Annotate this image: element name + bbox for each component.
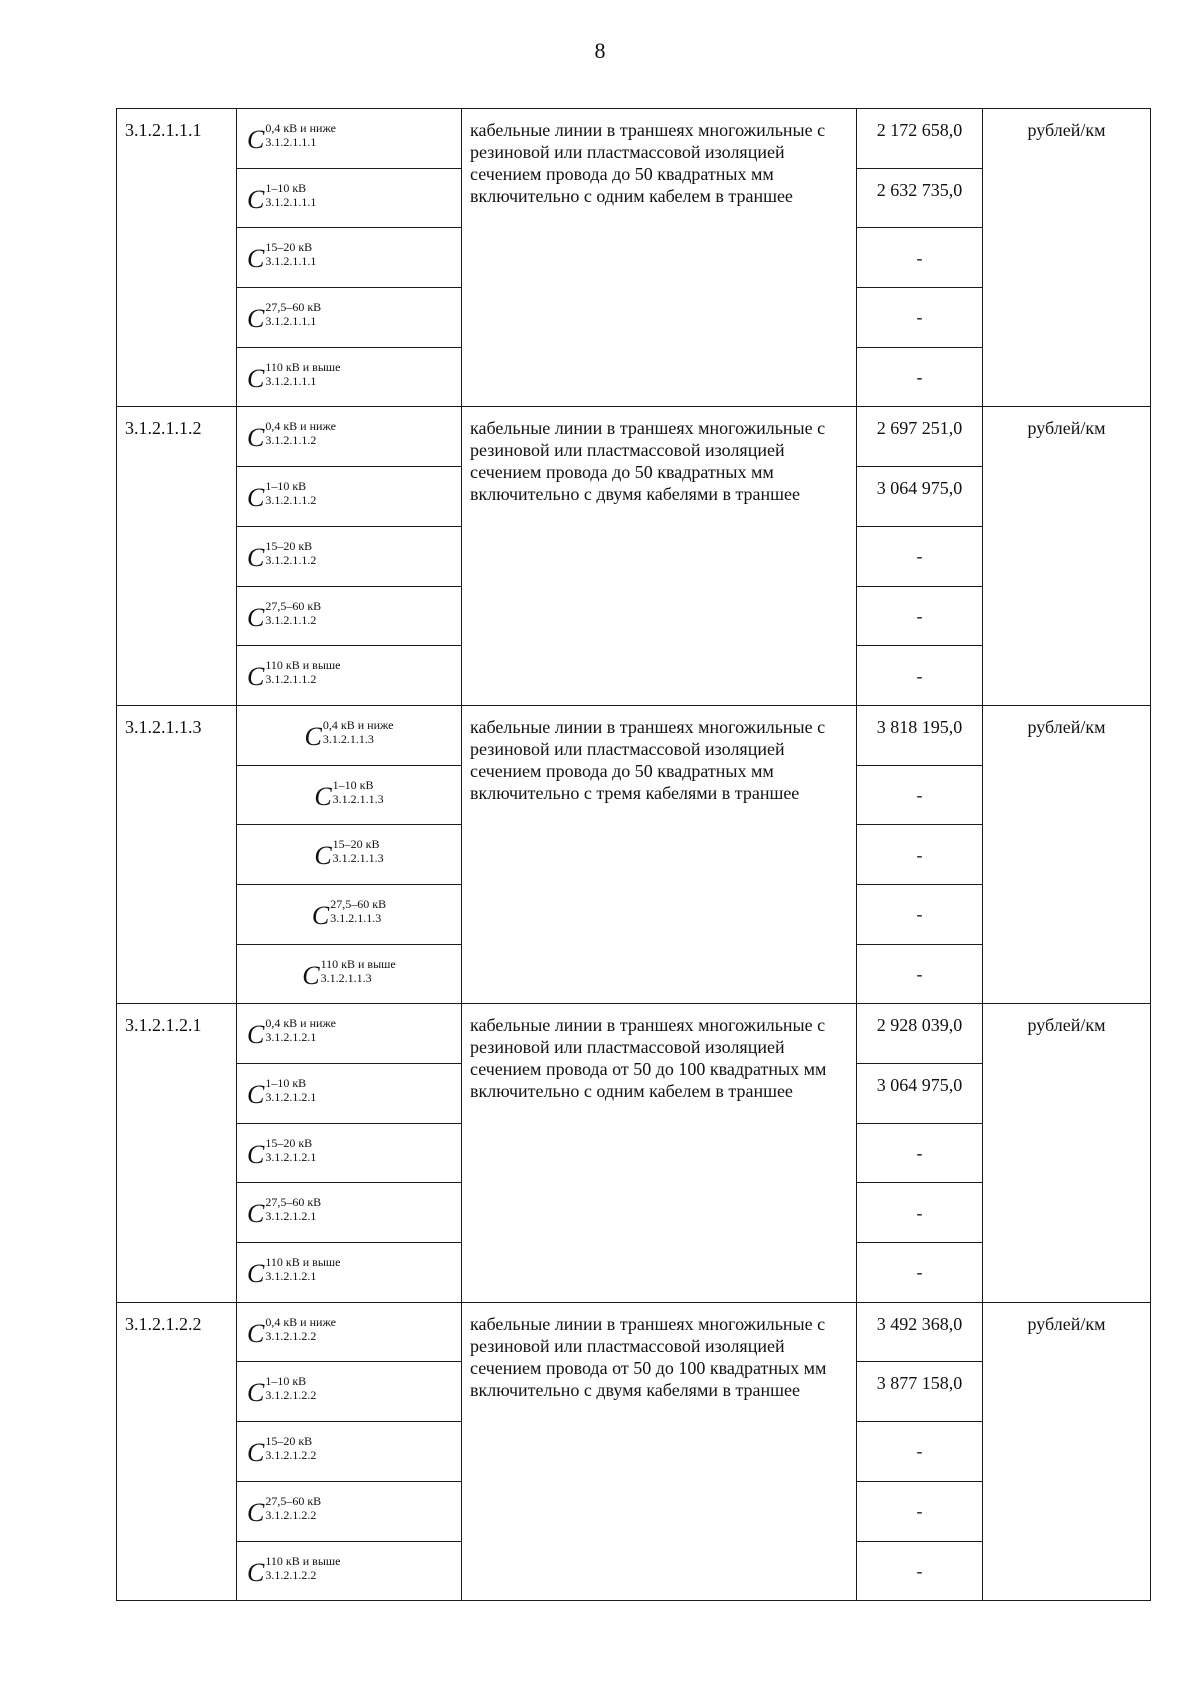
tariff-symbol bbox=[247, 1434, 316, 1466]
item-code-subscript: 3.1.2.1.1.2 bbox=[265, 552, 317, 567]
rate-value: - bbox=[857, 1243, 983, 1303]
item-code-subscript: 3.1.2.1.2.1 bbox=[265, 1269, 317, 1284]
tariff-symbol bbox=[247, 479, 316, 511]
item-code-subscript: 3.1.2.1.1.3 bbox=[322, 731, 374, 746]
tariff-symbol bbox=[247, 300, 321, 332]
tariff-symbol-cell bbox=[237, 526, 462, 586]
tariff-symbol-cell bbox=[237, 1362, 462, 1422]
rate-value: 3 818 195,0 bbox=[857, 705, 983, 765]
voltage-level-superscript: 0,4 кВ и ниже bbox=[265, 419, 336, 434]
tariff-symbol-cell bbox=[237, 1302, 462, 1362]
rate-value: 2 172 658,0 bbox=[857, 109, 983, 169]
rate-value: - bbox=[857, 228, 983, 288]
symbol-letter: C bbox=[247, 423, 265, 453]
symbol-letter: C bbox=[247, 244, 265, 274]
rate-value: - bbox=[857, 288, 983, 348]
voltage-level-superscript: 27,5–60 кВ bbox=[265, 598, 322, 613]
tariff-symbol-cell bbox=[237, 586, 462, 646]
symbol-letter: C bbox=[247, 662, 265, 692]
rate-value: - bbox=[857, 825, 983, 885]
tariff-symbol-cell bbox=[237, 944, 462, 1004]
rate-value: - bbox=[857, 586, 983, 646]
rate-value: 2 632 735,0 bbox=[857, 168, 983, 228]
tariff-symbol bbox=[314, 837, 383, 869]
symbol-letter: C bbox=[247, 1199, 265, 1229]
item-code-subscript: 3.1.2.1.2.2 bbox=[265, 1388, 317, 1403]
table-row bbox=[117, 109, 1151, 169]
symbol-letter: C bbox=[302, 960, 320, 990]
symbol-letter: C bbox=[247, 1020, 265, 1050]
rate-value: - bbox=[857, 884, 983, 944]
tariff-table bbox=[116, 108, 1151, 1601]
item-description: кабельные линии в траншеях многожильные с резиновой или пластмассовой изоляцией сечением провода до 50 квадратных мм включительно с двумя кабелями в траншее bbox=[462, 407, 857, 705]
voltage-level-superscript: 15–20 кВ bbox=[332, 837, 380, 852]
symbol-letter: C bbox=[247, 184, 265, 214]
item-code-subscript: 3.1.2.1.1.1 bbox=[265, 135, 317, 149]
rate-value: - bbox=[857, 1183, 983, 1243]
symbol-letter: C bbox=[247, 1557, 265, 1587]
item-code-subscript: 3.1.2.1.1.2 bbox=[265, 493, 317, 508]
item-code-subscript: 3.1.2.1.2.2 bbox=[265, 1328, 317, 1343]
rate-value: 2 928 039,0 bbox=[857, 1004, 983, 1064]
voltage-level-superscript: 110 кВ и выше bbox=[320, 956, 396, 971]
item-description: кабельные линии в траншеях многожильные с резиновой или пластмассовой изоляцией сечением провода от 50 до 100 квадратных мм включительно с одним кабелем в траншее bbox=[462, 1004, 857, 1302]
voltage-level-superscript: 1–10 кВ bbox=[265, 1076, 307, 1090]
symbol-letter: C bbox=[311, 900, 330, 930]
voltage-level-superscript: 1–10 кВ bbox=[265, 180, 307, 195]
tariff-symbol bbox=[247, 360, 340, 392]
voltage-level-superscript: 0,4 кВ и ниже bbox=[265, 121, 336, 135]
item-code-subscript: 3.1.2.1.1.3 bbox=[332, 851, 384, 866]
item-code-subscript: 3.1.2.1.2.1 bbox=[265, 1149, 317, 1164]
item-code: 3.1.2.1.1.3 bbox=[117, 705, 237, 1003]
rate-value: 3 492 368,0 bbox=[857, 1302, 983, 1362]
symbol-letter: C bbox=[314, 781, 332, 811]
item-code: 3.1.2.1.1.1 bbox=[117, 109, 237, 407]
item-code: 3.1.2.1.2.2 bbox=[117, 1302, 237, 1600]
item-code-subscript: 3.1.2.1.1.1 bbox=[265, 373, 317, 388]
rate-value: - bbox=[857, 1422, 983, 1482]
item-code-subscript: 3.1.2.1.2.2 bbox=[265, 1507, 317, 1522]
unit-of-measure: рублей/км bbox=[983, 1004, 1151, 1302]
symbol-letter: C bbox=[247, 542, 265, 572]
voltage-level-superscript: 27,5–60 кВ bbox=[265, 1493, 322, 1508]
rate-value: 2 697 251,0 bbox=[857, 407, 983, 467]
rate-value: 3 064 975,0 bbox=[857, 467, 983, 527]
tariff-symbol bbox=[302, 957, 395, 989]
symbol-letter: C bbox=[247, 304, 265, 334]
rate-value: - bbox=[857, 1541, 983, 1601]
tariff-symbol bbox=[247, 1195, 321, 1227]
table-row bbox=[117, 1302, 1151, 1362]
tariff-symbol bbox=[247, 658, 340, 690]
tariff-symbol-cell bbox=[237, 407, 462, 467]
tariff-symbol-cell bbox=[237, 646, 462, 706]
tariff-symbol-cell bbox=[237, 1004, 462, 1064]
voltage-level-superscript: 15–20 кВ bbox=[265, 1434, 313, 1449]
tariff-symbol bbox=[247, 599, 321, 631]
symbol-letter: C bbox=[247, 1080, 265, 1109]
tariff-symbol bbox=[247, 1016, 336, 1048]
tariff-symbol-cell bbox=[237, 1183, 462, 1243]
table-row bbox=[117, 705, 1151, 765]
voltage-level-superscript: 110 кВ и выше bbox=[265, 1255, 341, 1270]
voltage-level-superscript: 15–20 кВ bbox=[265, 1135, 313, 1150]
tariff-symbol bbox=[247, 1494, 321, 1526]
unit-of-measure: рублей/км bbox=[983, 1302, 1151, 1600]
symbol-letter: C bbox=[247, 1438, 265, 1468]
rate-value: - bbox=[857, 1481, 983, 1541]
tariff-symbol-cell bbox=[237, 109, 462, 169]
tariff-symbol-cell bbox=[237, 884, 462, 944]
page-number: 8 bbox=[594, 38, 606, 63]
unit-of-measure: рублей/км bbox=[983, 109, 1151, 407]
voltage-level-superscript: 27,5–60 кВ bbox=[265, 1195, 322, 1210]
voltage-level-superscript: 0,4 кВ и ниже bbox=[265, 1016, 336, 1031]
tariff-symbol-cell bbox=[237, 1064, 462, 1124]
voltage-level-superscript: 1–10 кВ bbox=[265, 1374, 307, 1389]
item-description: кабельные линии в траншеях многожильные с резиновой или пластмассовой изоляцией сечением провода до 50 квадратных мм включительно с одним кабелем в траншее bbox=[462, 109, 857, 407]
symbol-letter: C bbox=[247, 125, 265, 154]
symbol-letter: C bbox=[247, 1378, 265, 1408]
symbol-letter: C bbox=[247, 1497, 265, 1527]
tariff-symbol bbox=[247, 181, 316, 213]
symbol-letter: C bbox=[247, 483, 265, 513]
voltage-level-superscript: 110 кВ и выше bbox=[265, 658, 341, 673]
rate-value: - bbox=[857, 347, 983, 407]
tariff-symbol-cell bbox=[237, 228, 462, 288]
tariff-symbol bbox=[247, 539, 316, 571]
item-code: 3.1.2.1.2.1 bbox=[117, 1004, 237, 1302]
symbol-letter: C bbox=[247, 1318, 265, 1348]
tariff-symbol bbox=[247, 1554, 340, 1586]
unit-of-measure: рублей/км bbox=[983, 407, 1151, 705]
symbol-letter: C bbox=[247, 1139, 265, 1169]
item-code-subscript: 3.1.2.1.2.1 bbox=[265, 1209, 317, 1224]
symbol-letter: C bbox=[247, 602, 265, 632]
rate-value: 3 064 975,0 bbox=[857, 1064, 983, 1124]
tariff-symbol bbox=[314, 778, 383, 810]
rate-value: - bbox=[857, 944, 983, 1004]
voltage-level-superscript: 110 кВ и выше bbox=[265, 359, 341, 374]
symbol-letter: C bbox=[314, 841, 332, 871]
tariff-symbol bbox=[247, 1315, 336, 1347]
tariff-symbol bbox=[247, 240, 316, 272]
tariff-symbol bbox=[305, 718, 394, 750]
rate-value: - bbox=[857, 1123, 983, 1183]
item-code-subscript: 3.1.2.1.2.2 bbox=[265, 1448, 317, 1463]
tariff-symbol-cell bbox=[237, 1243, 462, 1303]
table-row bbox=[117, 1004, 1151, 1064]
item-code: 3.1.2.1.1.2 bbox=[117, 407, 237, 705]
tariff-symbol bbox=[247, 121, 336, 153]
tariff-symbol-cell bbox=[237, 1541, 462, 1601]
rate-value: - bbox=[857, 765, 983, 825]
tariff-symbol-cell bbox=[237, 765, 462, 825]
voltage-level-superscript: 27,5–60 кВ bbox=[330, 896, 387, 911]
item-code-subscript: 3.1.2.1.1.2 bbox=[265, 612, 317, 627]
item-code-subscript: 3.1.2.1.1.1 bbox=[265, 314, 317, 329]
tariff-symbol-cell bbox=[237, 467, 462, 527]
rate-value: - bbox=[857, 646, 983, 706]
item-description: кабельные линии в траншеях многожильные с резиновой или пластмассовой изоляцией сечением провода от 50 до 100 квадратных мм включительно с двумя кабелями в траншее bbox=[462, 1302, 857, 1600]
symbol-letter: C bbox=[247, 363, 265, 393]
tariff-symbol-cell bbox=[237, 168, 462, 228]
voltage-level-superscript: 0,4 кВ и ниже bbox=[322, 717, 394, 732]
unit-of-measure: рублей/км bbox=[983, 705, 1151, 1003]
tariff-symbol-cell bbox=[237, 825, 462, 885]
voltage-level-superscript: 0,4 кВ и ниже bbox=[265, 1314, 336, 1329]
item-code-subscript: 3.1.2.1.1.2 bbox=[265, 433, 317, 448]
tariff-symbol-cell bbox=[237, 1123, 462, 1183]
tariff-symbol bbox=[312, 897, 386, 929]
tariff-symbol bbox=[247, 419, 336, 451]
voltage-level-superscript: 1–10 кВ bbox=[332, 777, 374, 792]
item-code-subscript: 3.1.2.1.1.3 bbox=[330, 910, 382, 925]
item-code-subscript: 3.1.2.1.1.2 bbox=[265, 672, 317, 687]
tariff-symbol bbox=[247, 1255, 340, 1287]
voltage-level-superscript: 110 кВ и выше bbox=[265, 1553, 341, 1568]
item-code-subscript: 3.1.2.1.1.1 bbox=[265, 194, 317, 209]
voltage-level-superscript: 27,5–60 кВ bbox=[265, 300, 322, 315]
item-code-subscript: 3.1.2.1.1.3 bbox=[320, 970, 372, 985]
tariff-symbol-cell bbox=[237, 1481, 462, 1541]
symbol-letter: C bbox=[247, 1259, 265, 1289]
tariff-symbol bbox=[247, 1136, 316, 1168]
tariff-symbol bbox=[247, 1076, 316, 1108]
item-code-subscript: 3.1.2.1.1.1 bbox=[265, 254, 317, 269]
symbol-letter: C bbox=[304, 721, 322, 751]
tariff-symbol-cell bbox=[237, 347, 462, 407]
item-code-subscript: 3.1.2.1.2.1 bbox=[265, 1030, 317, 1045]
tariff-symbol-cell bbox=[237, 1422, 462, 1482]
rate-value: - bbox=[857, 526, 983, 586]
item-code-subscript: 3.1.2.1.2.1 bbox=[265, 1090, 317, 1104]
voltage-level-superscript: 1–10 кВ bbox=[265, 479, 307, 494]
item-code-subscript: 3.1.2.1.1.3 bbox=[332, 791, 384, 806]
item-code-subscript: 3.1.2.1.2.2 bbox=[265, 1567, 317, 1582]
table-row bbox=[117, 407, 1151, 467]
tariff-symbol bbox=[247, 1374, 316, 1406]
voltage-level-superscript: 15–20 кВ bbox=[265, 538, 313, 553]
item-description: кабельные линии в траншеях многожильные с резиновой или пластмассовой изоляцией сечением провода до 50 квадратных мм включительно с тремя кабелями в траншее bbox=[462, 705, 857, 1003]
tariff-symbol-cell bbox=[237, 288, 462, 348]
voltage-level-superscript: 15–20 кВ bbox=[265, 240, 313, 255]
rate-value: 3 877 158,0 bbox=[857, 1362, 983, 1422]
tariff-symbol-cell bbox=[237, 705, 462, 765]
